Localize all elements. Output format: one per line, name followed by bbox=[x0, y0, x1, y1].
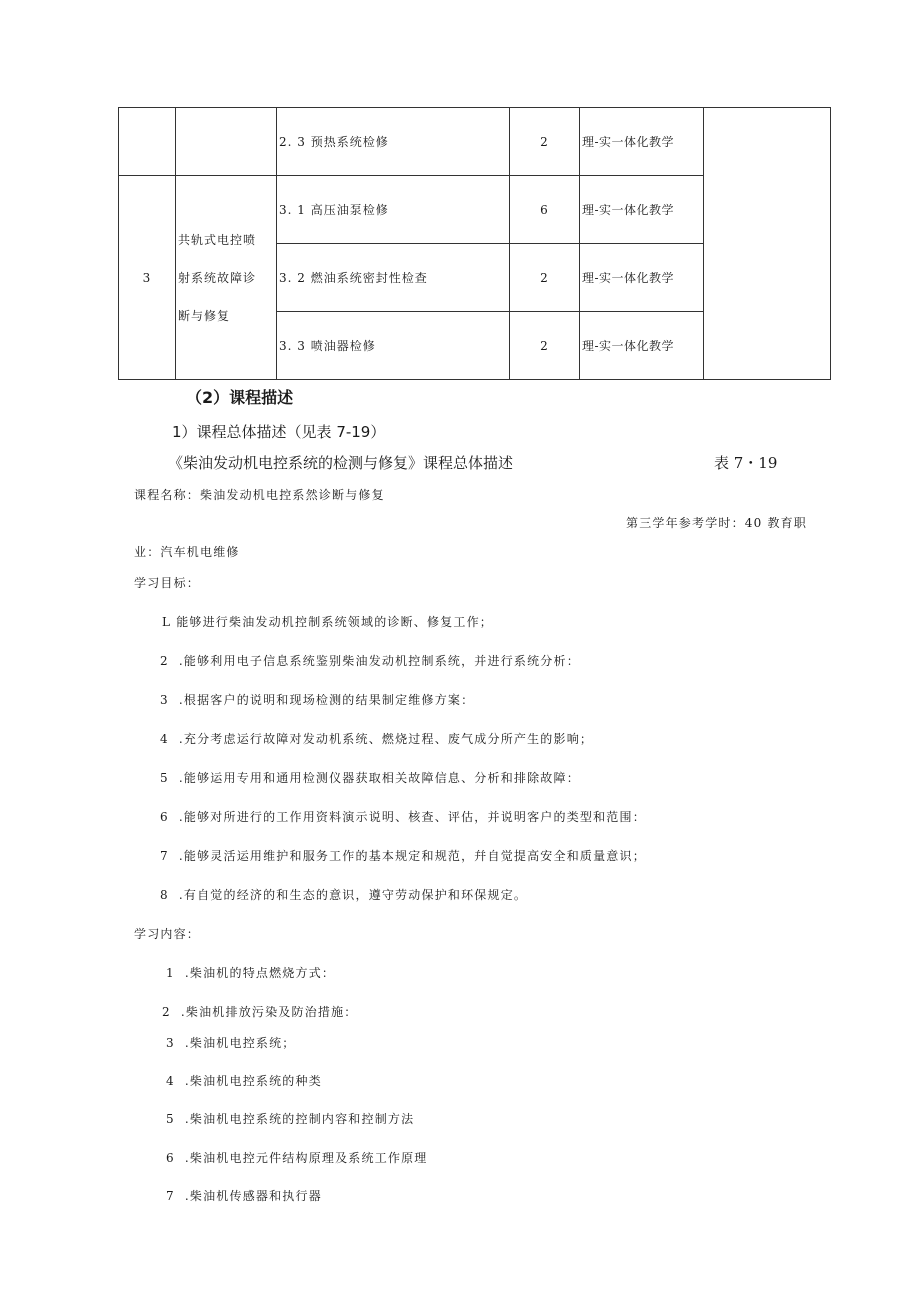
list-item: 7 .能够灵活运用维护和服务工作的基本规定和规范，幷自觉提高安全和质量意识； bbox=[160, 849, 646, 863]
course-major: 业：汽车机电维修 bbox=[134, 545, 240, 559]
hours-cell: 2 bbox=[510, 108, 580, 176]
module-index-cell: 3 bbox=[119, 176, 176, 380]
method-cell: 理-实一体化教学 bbox=[580, 312, 704, 380]
hours-cell: 2 bbox=[510, 244, 580, 312]
task-cell: 3. 3 喷油器检修 bbox=[277, 312, 510, 380]
list-item: 1 .柴油机的特点燃烧方式： bbox=[166, 966, 336, 980]
module-name-cell: 共轨式电控喷 射系统故障诊 断与修复 bbox=[176, 176, 277, 380]
list-item: 5 .柴油机电控系统的控制内容和控制方法 bbox=[166, 1112, 415, 1126]
task-cell: 3. 2 燃油系统密封性检查 bbox=[277, 244, 510, 312]
list-item: 2 .能够利用电子信息系统鉴别柴油发动机控制系统，并进行系统分析： bbox=[160, 654, 580, 668]
hours-cell: 2 bbox=[510, 312, 580, 380]
list-item: 2 .柴油机排放污染及防治措施： bbox=[162, 1005, 358, 1019]
module-index-cell bbox=[119, 108, 176, 176]
list-item: 6 .柴油机电控元件结构原理及系统工作原理 bbox=[166, 1151, 428, 1165]
table-row bbox=[119, 108, 831, 176]
remarks-cell bbox=[704, 108, 831, 380]
list-item: 8 .有自觉的经济的和生态的意识，遵守劳动保护和环保规定。 bbox=[160, 888, 528, 902]
task-cell: 3. 1 高压油泵检修 bbox=[277, 176, 510, 244]
list-item: 3 .根据客户的说明和现场检测的结果制定维修方案： bbox=[160, 693, 475, 707]
list-item: 4 .充分考虑运行故障对发动机系统、燃烧过程、废气成分所产生的影响； bbox=[160, 732, 594, 746]
list-item: 3 .柴油机电控系统； bbox=[166, 1036, 296, 1050]
table-caption: 《柴油发动机电控系统的检测与修复》课程总体描述 bbox=[168, 454, 514, 472]
method-cell: 理-实一体化教学 bbox=[580, 176, 704, 244]
sub-heading: 1）课程总体描述（见表 7-19） bbox=[172, 423, 386, 441]
content-label: 学习内容： bbox=[134, 927, 201, 941]
task-cell: 2. 3 预热系统检修 bbox=[277, 108, 510, 176]
list-item: 4 .柴油机电控系统的种类 bbox=[166, 1074, 322, 1088]
module-name-cell bbox=[176, 108, 277, 176]
list-item: 5 .能够运用专用和通用检测仪器获取相关故障信息、分析和排除故障： bbox=[160, 771, 580, 785]
list-item: L 能够进行柴油发动机控制系统领域的诊断、修复工作； bbox=[162, 615, 493, 629]
course-name: 课程名称：柴油发动机电控系然诊断与修复 bbox=[134, 488, 385, 502]
schedule-table bbox=[118, 107, 831, 380]
course-term-hours: 第三学年参考学时：40 教育职 bbox=[626, 516, 808, 530]
method-cell: 理-实一体化教学 bbox=[580, 108, 704, 176]
method-cell: 理-实一体化教学 bbox=[580, 244, 704, 312]
hours-cell: 6 bbox=[510, 176, 580, 244]
goals-label: 学习目标： bbox=[134, 576, 201, 590]
section-heading: （2）课程描述 bbox=[186, 388, 294, 407]
list-item: 6 .能够对所进行的工作用资料演示说明、核查、评估，并说明客户的类型和范围： bbox=[160, 810, 646, 824]
table-number: 表 7・19 bbox=[714, 454, 778, 472]
list-item: 7 .柴油机传感器和执行器 bbox=[166, 1189, 322, 1203]
